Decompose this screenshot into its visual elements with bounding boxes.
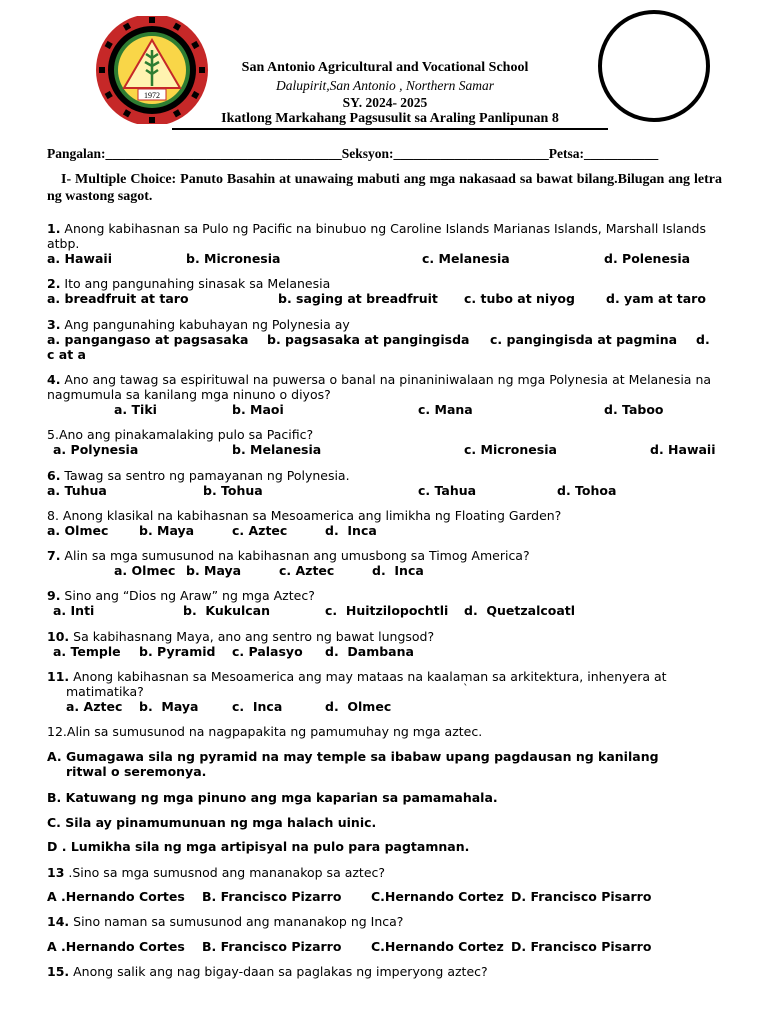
choice-c[interactable]: c. Palasyo [232,644,303,659]
choice-d[interactable]: d. yam at taro [606,291,706,306]
question-1 [47,221,727,251]
question-text: Ano ang pinakamalaking pulo sa Pacific? [58,427,314,442]
question-number: 8. [47,508,59,523]
choice-d[interactable]: d. [696,332,710,347]
choice-c[interactable]: c. Micronesia [464,442,557,457]
choice-a[interactable]: a. Tuhua [47,483,107,498]
choice-d[interactable]: d. Olmec [325,699,392,714]
question-text: .Sino sa mga sumusnod ang mananakop sa aztec? [64,865,386,880]
question-14 [47,914,727,929]
student-info-line[interactable]: Pangalan:___________________________________Seksyon:_______________________Petsa:___________ [47,146,659,161]
question-text: Sino ang “Dios ng Araw” ng mga Aztec? [60,588,315,603]
question-number: 15. [47,964,70,979]
statement-a-line2: ritwal o seremonya. [66,764,207,779]
question-text: Anong salik ang nag bigay-daan sa paglakas ng imperyong aztec? [69,964,488,979]
choice-b[interactable]: B. Francisco Pizarro [202,939,342,954]
question-9 [47,588,727,603]
statement-c[interactable]: C. Sila ay pinamumunuan ng mga halach uinic. [47,815,377,830]
choice-c[interactable]: c. Aztec [232,523,288,538]
question-text: Ang pangunahing kabuhayan ng Polynesia ay [60,317,350,332]
choice-c[interactable]: c. Aztec [279,563,335,578]
question-text: Anong kabihasnan sa Pulo ng Pacific na binubuo ng Caroline Islands Marianas Islands, Marshall Islands atbp. [47,221,707,251]
choice-a[interactable]: A .Hernando Cortes [47,939,185,954]
choice-b[interactable]: b. Maya [139,699,199,714]
question-5 [47,427,727,442]
choice-b[interactable]: b. Maya [139,523,195,538]
school-name: San Antonio Agricultural and Vocational School [241,60,529,75]
question-10 [47,629,727,644]
choice-a[interactable]: a. Hawaii [47,251,112,266]
question-text: Alin sa mga sumusunod na kabihasnan ang umusbong sa Timog America? [60,548,530,563]
choice-a[interactable]: a. Olmec [47,523,109,538]
choice-d[interactable]: d. Inca [372,563,424,578]
choice-c[interactable]: c. Inca [232,699,283,714]
choice-b[interactable]: B. Francisco Pizarro [202,889,342,904]
choice-b[interactable]: b. Tohua [203,483,263,498]
choice-c[interactable]: C.Hernando Cortez [371,889,504,904]
question-text: Tawag sa sentro ng pamayanan ng Polynesia. [60,468,350,483]
choice-a[interactable]: a. Tiki [114,402,157,417]
choice-c[interactable]: c. Mana [418,402,473,417]
question-number: 5. [47,427,59,442]
choice-c[interactable]: C.Hernando Cortez [371,939,504,954]
question-text: Ito ang pangunahing sinasak sa Melanesia [60,276,331,291]
question-number: 2. [47,276,61,291]
choice-c[interactable]: c. Melanesia [422,251,510,266]
choice-b[interactable]: b. Melanesia [232,442,322,457]
choice-c[interactable]: c. pangingisda at pagmina [490,332,678,347]
question-8 [47,508,727,523]
choice-d[interactable]: d. Hawaii [650,442,716,457]
question-3 [47,317,727,332]
statement-d[interactable]: D . Lumikha sila ng mga artipisyal na pulo para pagtamnan. [47,839,470,854]
statement-b[interactable]: B. Katuwang ng mga pinuno ang mga kaparian sa pamamahala. [47,790,498,805]
question-number: 10. [47,629,70,644]
question-11-continued: matimatika? [66,684,144,699]
question-11 [47,669,727,684]
choice-d[interactable]: d. Taboo [604,402,664,417]
statement-a-line1: A. Gumagawa sila ng pyramid na may temple sa ibabaw upang pagdausan ng kanilang [47,749,659,764]
question-number: 6. [47,468,61,483]
instructions: I- Multiple Choice: Panuto Basahin at unawaing mabuti ang mga nakasaad sa bawat bilang.Bilugan ang letra ng wastong sagot. [47,172,722,204]
choice-d-continued[interactable]: c at a [47,347,86,362]
question-number: 3. [47,317,61,332]
choice-d[interactable]: D. Francisco Pisarro [511,889,652,904]
choice-a[interactable]: A .Hernando Cortes [47,889,185,904]
choice-b[interactable]: b. pagsasaka at pangingisda [267,332,470,347]
choice-a[interactable]: a. Aztec [66,699,123,714]
question-6 [47,468,727,483]
school-address: Dalupirit,San Antonio , Northern Samar [275,78,495,93]
photo-circle [598,10,710,122]
question-4 [47,372,727,402]
choice-b[interactable]: b. saging at breadfruit [278,291,438,306]
question-number: 4. [47,372,61,387]
choice-d[interactable]: d. Inca [325,523,377,538]
school-year: SY. 2024- 2025 [342,95,428,110]
choice-d[interactable]: d. Polenesia [604,251,691,266]
choice-b[interactable]: b. Maoi [232,402,284,417]
question-text: Anong kabihasnan sa Mesoamerica ang may mataas na kaalaman sa arkitektura, inhenyera at [69,669,667,684]
choice-b[interactable]: b. Pyramid [139,644,216,659]
stray-mark: ` [463,682,469,695]
choice-a[interactable]: a. Polynesia [53,442,139,457]
question-number: 1. [47,221,61,236]
question-number: 12. [47,724,67,739]
question-7 [47,548,727,563]
choice-c[interactable]: c. Tahua [418,483,477,498]
question-15 [47,964,727,979]
choice-a[interactable]: a. pangangaso at pagsasaka [47,332,249,347]
question-12 [47,724,727,739]
question-text: Sino naman sa sumusunod ang mananakop ng Inca? [69,914,404,929]
choice-b[interactable]: b. Micronesia [186,251,281,266]
question-13 [47,865,727,880]
question-number: 9. [47,588,61,603]
choice-a[interactable]: a. Temple [53,644,121,659]
question-number: 13 [47,865,65,880]
choice-d[interactable]: d. Tohoa [557,483,617,498]
question-text: Sa kabihasnang Maya, ano ang sentro ng bawat lungsod? [69,629,435,644]
choice-d[interactable]: d. Dambana [325,644,414,659]
question-number: 14. [47,914,70,929]
question-text: Anong klasikal na kabihasnan sa Mesoamerica ang limikha ng Floating Garden? [58,508,562,523]
choice-d[interactable]: d. Quetzalcoatl [464,603,576,618]
question-number: 7. [47,548,61,563]
choice-c[interactable]: c. tubo at niyog [464,291,575,306]
question-text: Alin sa sumusunod na nagpapakita ng pamumuhay ng mga aztec. [66,724,483,739]
logo-year: 1972 [144,91,160,100]
question-number: 11. [47,669,70,684]
statement-a[interactable] [47,749,717,779]
exam-title: Ikatlong Markahang Pagsusulit sa Araling Panlipunan 8 [172,111,608,130]
choice-a[interactable]: a. Inti [53,603,95,618]
choice-b[interactable]: b. Kukulcan [183,603,271,618]
question-2 [47,276,727,291]
question-text: Ano ang tawag sa espirituwal na puwersa o banal na pinaniniwalaan ng mga Polynesia at Melanesia na nagmumula sa kanilang mga ninuno o diyos? [47,372,712,402]
choice-a[interactable]: a. breadfruit at taro [47,291,189,306]
choice-c[interactable]: c. Huitzilopochtli [325,603,449,618]
choice-b[interactable]: b. Maya [186,563,242,578]
choice-a[interactable]: a. Olmec [114,563,176,578]
choice-d[interactable]: D. Francisco Pisarro [511,939,652,954]
